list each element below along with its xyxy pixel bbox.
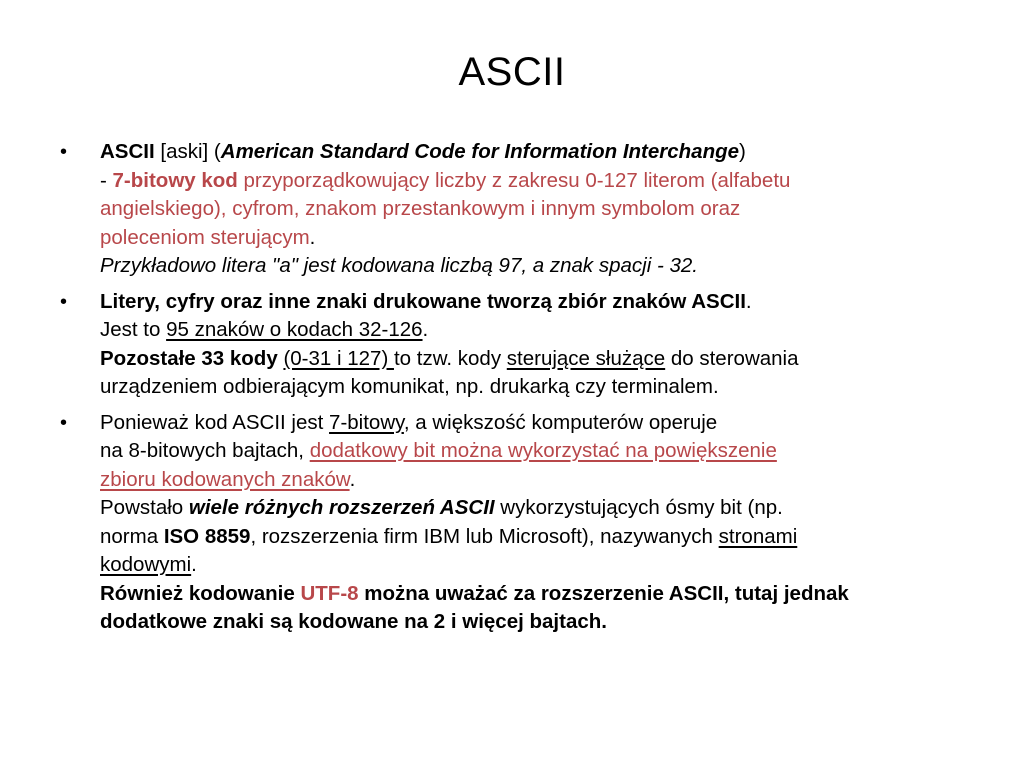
bold-statement: można uważać za rozszerzenie ASCII, tutaj jednak: [358, 581, 849, 605]
bold-italic-term: wiele różnych rozszerzeń ASCII: [188, 496, 495, 519]
dash: -: [100, 168, 113, 192]
period: .: [349, 467, 356, 491]
period: .: [191, 553, 197, 576]
text-line: [100, 466, 978, 495]
definition-text: poleceniom sterującym: [100, 225, 310, 249]
text-line: [100, 138, 978, 167]
plain-text: Ponieważ kod ASCII jest: [100, 410, 330, 434]
pronunciation: [aski] (: [154, 140, 221, 163]
highlight-7bit-code: 7-bitowy kod: [112, 168, 238, 192]
underlined-range: (0-31 i 127): [283, 346, 394, 370]
text-line: [100, 409, 978, 438]
highlighted-underlined-text: zbioru kodowanych znaków: [100, 467, 350, 491]
underlined-term: 7-bitowy: [329, 410, 404, 434]
text-line: [100, 437, 978, 466]
bold-term: ISO 8859: [163, 524, 251, 548]
bold-statement: Również kodowanie: [100, 581, 301, 605]
underlined-term: stronami: [718, 524, 798, 548]
underlined-term: kodowymi: [100, 553, 192, 576]
bold-statement: dodatkowe znaki są kodowane na 2 i więcej bajtach.: [100, 610, 607, 633]
bullet-item-extensions: [58, 409, 978, 637]
highlight-utf8: UTF-8: [300, 581, 359, 605]
bullet-item-printable-characters: [58, 288, 978, 402]
definition-text: angielskiego), cyfrom, znakom przestankowym i innym symbolom oraz: [100, 197, 741, 220]
period: .: [309, 225, 316, 249]
text-line: [100, 316, 978, 345]
text-line: [100, 224, 978, 253]
bold-statement: Litery, cyfry oraz inne znaki drukowane tworzą zbiór znaków ASCII: [100, 289, 746, 313]
definition-text: przyporządkowujący liczby z zakresu 0-127 literom (alfabetu: [237, 168, 791, 192]
plain-text: , rozszerzenia firm IBM lub Microsoft), nazywanych: [250, 524, 719, 548]
bullet-dot-icon: •: [60, 290, 68, 313]
period: .: [745, 289, 752, 313]
acronym-expansion: American Standard Code for Information Interchange: [220, 140, 740, 163]
plain-text: do sterowania: [665, 346, 799, 370]
bullet-dot-icon: •: [60, 141, 68, 163]
plain-text: Jest to: [100, 318, 167, 341]
plain-text: to tzw. kody: [393, 346, 507, 370]
paren-close: ): [739, 140, 746, 163]
term-ascii: ASCII: [100, 140, 155, 163]
period: .: [422, 318, 429, 341]
bold-statement: Pozostałe 33 kody: [100, 346, 278, 370]
text-line: [100, 580, 978, 609]
text-line: [100, 345, 978, 374]
text-line: [100, 167, 978, 196]
underlined-range: 95 znaków o kodach 32-126: [166, 318, 423, 341]
plain-text: na 8-bitowych bajtach,: [100, 439, 310, 462]
text-line: [100, 288, 978, 317]
underlined-term: sterujące służące: [506, 346, 666, 370]
slide-title: ASCII: [458, 50, 566, 94]
plain-text: , a większość komputerów operuje: [403, 410, 718, 434]
plain-text: norma: [100, 524, 164, 548]
plain-text: Powstało: [100, 496, 189, 519]
plain-text: urządzeniem odbierającym komunikat, np. drukarką czy terminalem.: [100, 375, 719, 398]
bullet-dot-icon: •: [60, 411, 68, 434]
text-line: [100, 523, 978, 552]
text-line: [100, 551, 978, 580]
bullet-list: [58, 138, 978, 644]
example-text: Przykładowo litera "a" jest kodowana liczbą 97, a znak spacji - 32.: [100, 254, 698, 277]
text-line: [100, 494, 978, 523]
plain-text: wykorzystujących ósmy bit (np.: [494, 496, 783, 519]
highlighted-underlined-text: dodatkowy bit można wykorzystać na powiększenie: [309, 439, 777, 462]
bullet-item-ascii-definition: [58, 138, 978, 281]
